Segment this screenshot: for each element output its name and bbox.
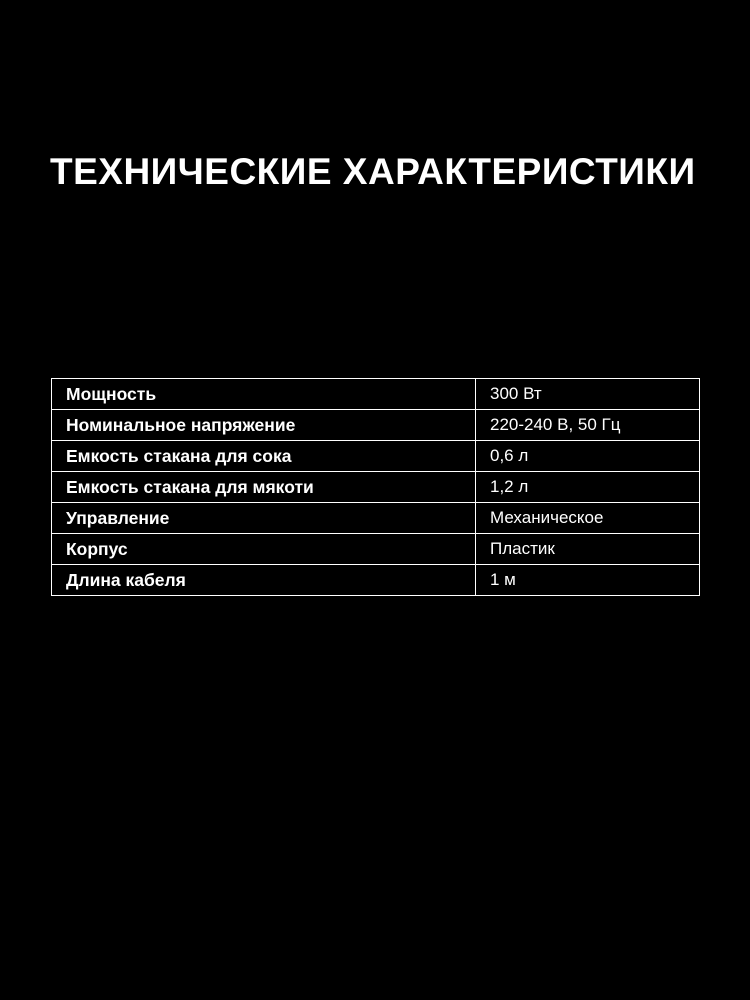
table-row [52,472,700,503]
spec-name: Корпус [52,534,476,565]
table-row [52,441,700,472]
table-row [52,534,700,565]
spec-value: Механическое [476,503,700,534]
spec-value: 220-240 В, 50 Гц [476,410,700,441]
spec-name: Мощность [52,379,476,410]
table-row [52,379,700,410]
spec-value: 0,6 л [476,441,700,472]
page-title: ТЕХНИЧЕСКИЕ ХАРАКТЕРИСТИКИ [50,151,696,192]
spec-value: 1,2 л [476,472,700,503]
table-row [52,503,700,534]
specifications-table-body [52,379,700,596]
table-row [52,410,700,441]
spec-value: 1 м [476,565,700,596]
spec-name: Емкость стакана для сока [52,441,476,472]
table-row [52,565,700,596]
spec-name: Номинальное напряжение [52,410,476,441]
specifications-table [51,378,700,596]
spec-name: Длина кабеля [52,565,476,596]
spec-value: Пластик [476,534,700,565]
spec-value: 300 Вт [476,379,700,410]
spec-name: Управление [52,503,476,534]
spec-name: Емкость стакана для мякоти [52,472,476,503]
